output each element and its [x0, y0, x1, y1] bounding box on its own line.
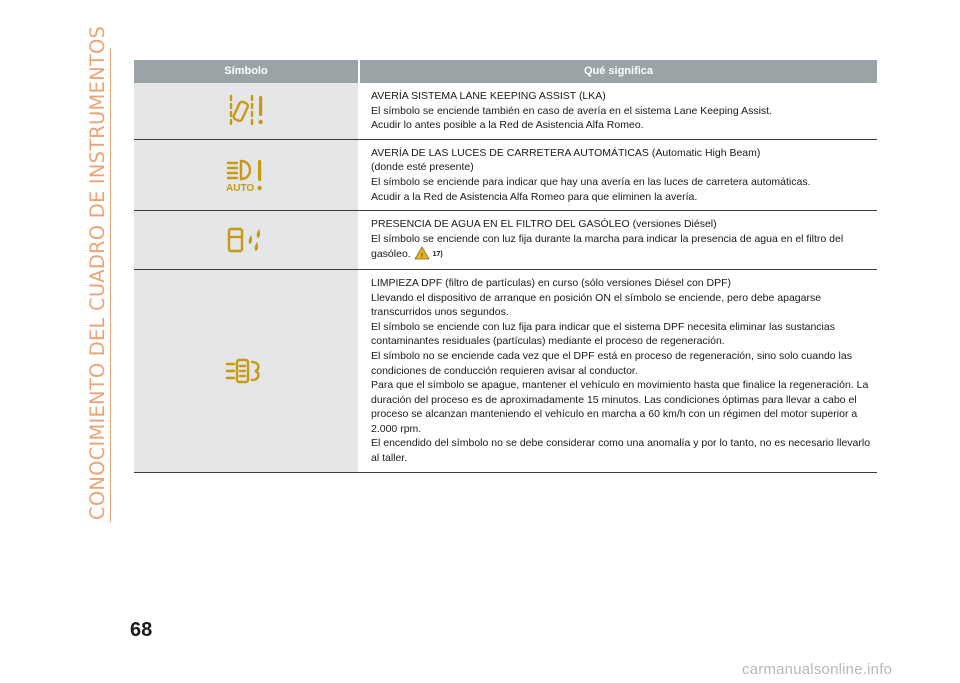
row-text-body: El símbolo se enciende con luz fija durante la marcha para indicar la presencia de agua en el filtro del gasóleo. — [371, 232, 844, 261]
reference-note: 17) — [432, 251, 443, 259]
row-text: El símbolo se enciende con luz fija para indicar que el sistema DPF necesita eliminar las sustancias contaminantes residuales (partículas) mediante el proceso de regeneración. — [371, 320, 835, 348]
row-text: Acudir a la Red de Asistencia Alfa Romeo para que eliminen la avería. — [371, 190, 698, 203]
section-divider — [110, 48, 111, 522]
symbol-cell — [134, 83, 358, 139]
watermark: carmanualsonline.info — [742, 661, 893, 678]
header-symbol: Símbolo — [224, 65, 268, 77]
meaning-cell — [358, 270, 877, 472]
row-text: (donde esté presente) — [371, 161, 474, 174]
row-text: Acudir lo antes posible a la Red de Asistencia Alfa Romeo. — [371, 119, 644, 132]
table-row — [134, 211, 877, 270]
row-title: PRESENCIA DE AGUA EN EL FILTRO DEL GASÓLEO (versiones Diésel) — [371, 218, 717, 231]
row-text: El encendido del símbolo no se debe considerar como una anomalía y por lo tanto, no es necesario llevarlo al taller. — [371, 437, 871, 465]
symbols-table — [134, 60, 877, 473]
row-text: El símbolo se enciende para indicar que hay una avería en las luces de carretera automáticas. — [371, 175, 811, 188]
row-text: Llevando el dispositivo de arranque en posición ON el símbolo se enciende, pero debe apagarse transcurridos unos segundos. — [371, 291, 822, 319]
auto-label: AUTO — [226, 182, 255, 194]
row-text: Para que el símbolo se apague, mantener el vehículo en movimiento hasta que finalice la regeneración. La duración del proceso es de aproximadamente 15 minutos. Las condiciones óptimas para llevar a cabo el proceso se alcanzan manteniendo el vehículo en marcha a 60 km/h con un régimen del motor superior a 2.000 rpm. — [371, 379, 869, 435]
meaning-cell — [358, 140, 877, 210]
lane-keeping-failure-icon — [226, 92, 266, 130]
svg-text:!: ! — [420, 253, 423, 260]
warning-triangle-icon — [414, 246, 430, 260]
header-meaning: Qué significa — [358, 60, 877, 83]
row-title: AVERÍA DE LAS LUCES DE CARRETERA AUTOMÁTICAS (Automatic High Beam) — [371, 146, 761, 159]
row-text — [371, 232, 871, 263]
row-text: El símbolo no se enciende cada vez que el DPF está en proceso de regeneración, sino solo cuando las condiciones de conducción requieren avisar al conductor. — [371, 349, 852, 377]
row-title: AVERÍA SISTEMA LANE KEEPING ASSIST (LKA) — [371, 90, 606, 102]
meaning-cell — [358, 83, 877, 139]
row-title: LIMPIEZA DPF (filtro de partículas) en curso (sólo versiones Diésel con DPF) — [371, 276, 732, 289]
table-row — [134, 270, 877, 473]
symbol-cell — [134, 211, 358, 269]
section-title: CONOCIMIENTO DEL CUADRO DE INSTRUMENTOS — [86, 25, 109, 520]
table-header — [134, 60, 877, 83]
symbol-cell — [134, 140, 358, 210]
table-row — [134, 83, 877, 140]
water-in-diesel-filter-icon — [226, 225, 266, 255]
table-row — [134, 140, 877, 211]
page-number: 68 — [130, 619, 153, 641]
dpf-cleaning-icon — [224, 356, 268, 386]
meaning-cell — [358, 211, 877, 269]
symbol-cell — [134, 270, 358, 472]
auto-high-beam-failure-icon — [225, 156, 267, 194]
row-text: El símbolo se enciende también en caso de avería en el sistema Lane Keeping Assist. — [371, 104, 772, 117]
